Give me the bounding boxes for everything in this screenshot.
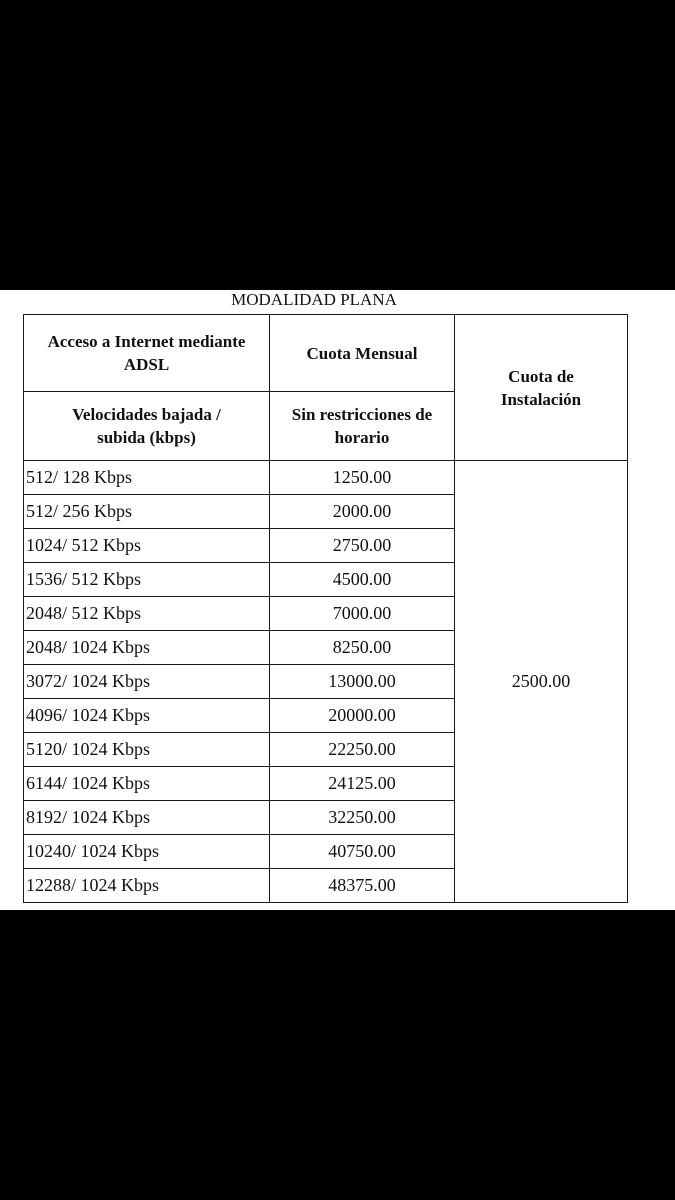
fee-cell: 20000.00 — [270, 699, 455, 733]
fee-cell: 1250.00 — [270, 461, 455, 495]
fee-cell: 32250.00 — [270, 801, 455, 835]
speed-cell: 1536/ 512 Kbps — [24, 563, 270, 597]
fee-cell: 22250.00 — [270, 733, 455, 767]
header-no-restrictions — [270, 392, 455, 461]
fee-cell: 8250.00 — [270, 631, 455, 665]
table-row — [24, 461, 628, 495]
document-page — [0, 290, 675, 910]
speed-cell: 2048/ 512 Kbps — [24, 597, 270, 631]
speed-cell: 8192/ 1024 Kbps — [24, 801, 270, 835]
rates-table — [23, 314, 628, 903]
installation-fee-cell: 2500.00 — [455, 461, 628, 903]
speed-cell: 10240/ 1024 Kbps — [24, 835, 270, 869]
fee-cell: 24125.00 — [270, 767, 455, 801]
fee-cell: 2750.00 — [270, 529, 455, 563]
header-install-line2: Instalación — [500, 389, 582, 409]
header-monthly-fee: Cuota Mensual — [270, 315, 455, 392]
speed-cell: 512/ 256 Kbps — [24, 495, 270, 529]
fee-cell: 7000.00 — [270, 597, 455, 631]
header-row-1 — [24, 315, 628, 392]
header-speeds-line2: subida (kbps) — [97, 428, 196, 447]
header-install-line1: Cuota de — [508, 366, 574, 386]
header-access — [24, 315, 270, 392]
fee-cell: 2000.00 — [270, 495, 455, 529]
speed-cell: 6144/ 1024 Kbps — [24, 767, 270, 801]
header-access-line2: ADSL — [123, 355, 170, 374]
header-speeds — [24, 392, 270, 461]
fee-cell: 48375.00 — [270, 869, 455, 903]
header-no-restr-line2: horario — [334, 428, 390, 447]
speed-cell: 2048/ 1024 Kbps — [24, 631, 270, 665]
speed-cell: 1024/ 512 Kbps — [24, 529, 270, 563]
speed-cell: 12288/ 1024 Kbps — [24, 869, 270, 903]
header-access-line1: Acceso a Internet mediante — [47, 332, 246, 351]
fee-cell: 40750.00 — [270, 835, 455, 869]
speed-cell: 512/ 128 Kbps — [24, 461, 270, 495]
speed-cell: 4096/ 1024 Kbps — [24, 699, 270, 733]
header-speeds-line1: Velocidades bajada / — [72, 405, 221, 424]
fee-cell: 13000.00 — [270, 665, 455, 699]
header-no-restr-line1: Sin restricciones de — [291, 405, 433, 424]
fee-cell: 4500.00 — [270, 563, 455, 597]
speed-cell: 3072/ 1024 Kbps — [24, 665, 270, 699]
header-installation-fee — [455, 315, 628, 461]
table-title: MODALIDAD PLANA — [231, 290, 397, 309]
speed-cell: 5120/ 1024 Kbps — [24, 733, 270, 767]
